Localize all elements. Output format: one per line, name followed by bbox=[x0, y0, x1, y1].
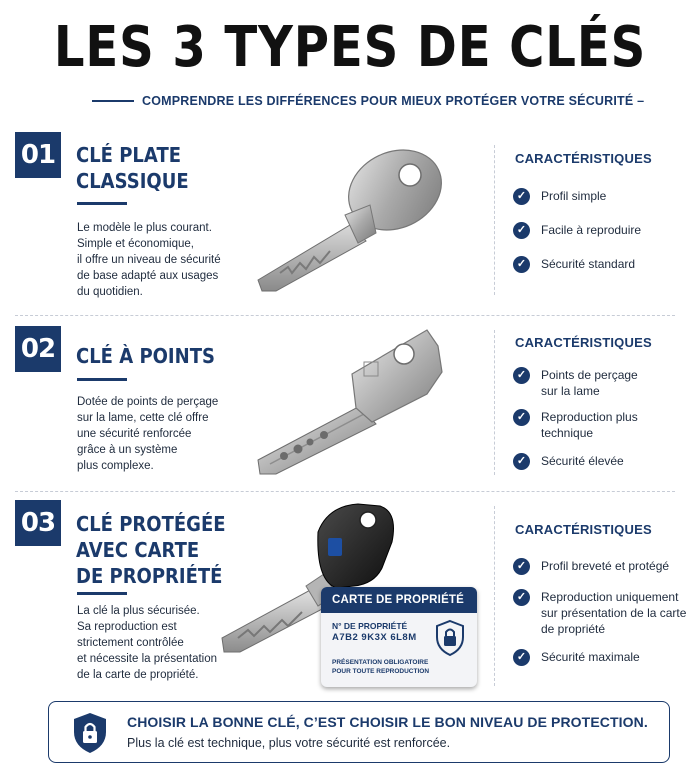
card-number-label: N° DE PROPRIÉTÉ bbox=[332, 621, 408, 631]
feature-text bbox=[541, 409, 638, 441]
subtitle-row bbox=[92, 92, 645, 110]
section-title-line: CLÉ À POINTS bbox=[76, 344, 215, 368]
card-code: A7B2 9K3X 6L8M bbox=[332, 632, 417, 643]
banner-text: Plus la clé est technique, plus votre sécurité est renforcée. bbox=[127, 736, 451, 750]
page-subtitle: COMPRENDRE LES DIFFÉRENCES POUR MIEUX PROTÉGER VOTRE SÉCURITÉ – bbox=[142, 94, 645, 108]
property-card bbox=[321, 587, 477, 687]
section-title-line: CLÉ PROTÉGÉE bbox=[76, 512, 226, 536]
feature-item bbox=[513, 453, 693, 470]
feature-item bbox=[513, 649, 693, 666]
feature-text bbox=[541, 589, 686, 637]
feature-item bbox=[513, 188, 693, 205]
desc-line: Le modèle le plus courant. bbox=[77, 222, 212, 234]
feature-line: Reproduction plus bbox=[541, 410, 638, 424]
card-note-line: POUR TOUTE REPRODUCTION bbox=[332, 668, 430, 675]
section-underline bbox=[77, 592, 127, 595]
desc-line: une sécurité renforcée bbox=[77, 428, 192, 440]
desc-line: Dotée de points de perçage bbox=[77, 396, 219, 408]
desc-line: La clé la plus sécurisée. bbox=[77, 605, 200, 617]
desc-line: Simple et économique, bbox=[77, 238, 194, 250]
features-title: CARACTÉRISTIQUES bbox=[515, 151, 652, 166]
features-title: CARACTÉRISTIQUES bbox=[515, 522, 652, 537]
section-title bbox=[76, 343, 215, 369]
feature-line: technique bbox=[541, 426, 594, 440]
section-description bbox=[77, 220, 252, 300]
feature-line: Sécurité maximale bbox=[541, 650, 640, 664]
section-number: 03 bbox=[15, 500, 61, 546]
feature-line: de propriété bbox=[541, 622, 606, 636]
feature-line: Reproduction uniquement bbox=[541, 590, 679, 604]
column-divider bbox=[494, 330, 495, 475]
check-icon: ✓ bbox=[513, 188, 530, 205]
feature-line: Points de perçage bbox=[541, 368, 638, 382]
section-description bbox=[77, 394, 252, 474]
section-title-line: CLASSIQUE bbox=[76, 169, 189, 193]
check-icon: ✓ bbox=[513, 649, 530, 666]
feature-text bbox=[541, 453, 624, 469]
subtitle-divider bbox=[92, 100, 134, 102]
features-title: CARACTÉRISTIQUES bbox=[515, 335, 652, 350]
feature-text bbox=[541, 558, 669, 574]
desc-line: de base adapté aux usages bbox=[77, 270, 219, 282]
feature-text: Sécurité standard bbox=[541, 257, 636, 271]
desc-line: et nécessite la présentation bbox=[77, 653, 218, 665]
section-number: 02 bbox=[15, 326, 61, 372]
card-note bbox=[332, 658, 442, 676]
desc-line: grâce à un système bbox=[77, 444, 178, 456]
column-divider bbox=[494, 145, 495, 295]
section-separator bbox=[15, 491, 675, 492]
feature-item bbox=[513, 256, 693, 273]
check-icon: ✓ bbox=[513, 367, 530, 384]
feature-item bbox=[513, 558, 693, 575]
check-icon: ✓ bbox=[513, 589, 530, 606]
feature-item bbox=[513, 409, 693, 441]
feature-line: sur la lame bbox=[541, 384, 600, 398]
card-note-line: PRÉSENTATION OBLIGATOIRE bbox=[332, 659, 429, 666]
section-separator bbox=[15, 315, 675, 316]
feature-text bbox=[541, 367, 638, 399]
check-icon: ✓ bbox=[513, 222, 530, 239]
section-underline bbox=[77, 378, 127, 381]
feature-line: sur présentation de la carte bbox=[541, 606, 687, 620]
dimple-key-image bbox=[252, 322, 452, 482]
shield-lock-icon bbox=[434, 619, 466, 657]
section-title bbox=[76, 142, 189, 194]
feature-line: Profil breveté et protégé bbox=[541, 559, 670, 573]
check-icon: ✓ bbox=[513, 256, 530, 273]
check-icon: ✓ bbox=[513, 409, 530, 426]
desc-line: plus complexe. bbox=[77, 460, 154, 472]
check-icon: ✓ bbox=[513, 453, 530, 470]
feature-text: Profil simple bbox=[541, 189, 607, 203]
feature-item bbox=[513, 222, 693, 239]
desc-line: sur la lame, cette clé offre bbox=[77, 412, 209, 424]
bottom-banner bbox=[48, 701, 670, 763]
feature-item bbox=[513, 367, 693, 399]
desc-line: il offre un niveau de sécurité bbox=[77, 254, 221, 266]
column-divider bbox=[494, 506, 495, 686]
desc-line: Sa reproduction est bbox=[77, 621, 177, 633]
page-title: LES 3 TYPES DE CLÉS bbox=[53, 15, 647, 80]
section-title-line: AVEC CARTE bbox=[76, 538, 200, 562]
section-number: 01 bbox=[15, 132, 61, 178]
feature-text: Facile à reproduire bbox=[541, 223, 642, 237]
card-header: CARTE DE PROPRIÉTÉ bbox=[321, 587, 477, 613]
desc-line: du quotidien. bbox=[77, 286, 143, 298]
section-title bbox=[76, 511, 226, 589]
flat-key-image bbox=[250, 145, 450, 295]
section-title-line: DE PROPRIÉTÉ bbox=[76, 564, 223, 588]
feature-line: Sécurité élevée bbox=[541, 454, 624, 468]
desc-line: de la carte de propriété. bbox=[77, 669, 199, 681]
feature-text bbox=[541, 649, 640, 665]
shield-lock-icon bbox=[71, 711, 109, 755]
section-underline bbox=[77, 202, 127, 205]
desc-line: strictement contrôlée bbox=[77, 637, 184, 649]
check-icon: ✓ bbox=[513, 558, 530, 575]
feature-item bbox=[513, 589, 693, 637]
banner-title: CHOISIR LA BONNE CLÉ, C’EST CHOISIR LE BON NIVEAU DE PROTECTION. bbox=[127, 714, 648, 730]
section-title-line: CLÉ PLATE bbox=[76, 143, 182, 167]
